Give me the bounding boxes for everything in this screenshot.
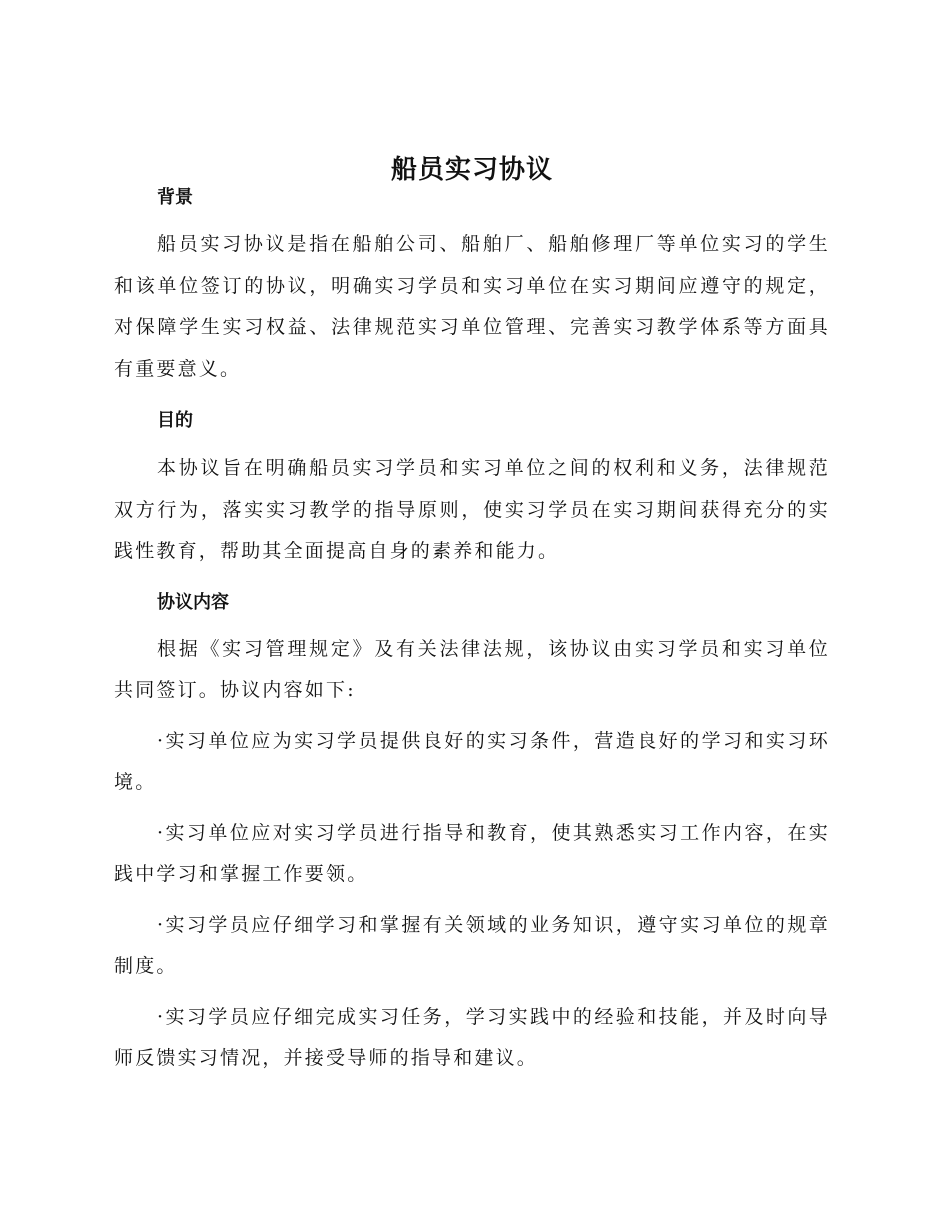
document-title: 船员实习协议	[390, 155, 553, 185]
paragraph-content-intro: 根据《实习管理规定》及有关法律法规，该协议由实习学员和实习单位共同签订。协议内容如下:	[114, 637, 830, 701]
section-heading-content: 协议内容	[157, 591, 229, 613]
paragraph-background: 船员实习协议是指在船舶公司、船舶厂、船舶修理厂等单位实习的学生和该单位签订的协议，明确实习学员和实习单位在实习期间应遵守的规定，对保障学生实习权益、法律规范实习单位管理、完善实习教学体系等方面具有重要意义。	[114, 233, 830, 380]
paragraph-purpose: 本协议旨在明确船员实习学员和实习单位之间的权利和义务，法律规范双方行为，落实实习教学的指导原则，使实习学员在实习期间获得充分的实践性教育，帮助其全面提高自身的素养和能力。	[114, 457, 830, 562]
list-item: ·实习学员应仔细完成实习任务，学习实践中的经验和技能，并及时向导师反馈实习情况，并接受导师的指导和建议。	[114, 1005, 830, 1069]
list-item: ·实习学员应仔细学习和掌握有关领域的业务知识，遵守实习单位的规章制度。	[114, 913, 830, 977]
section-heading-purpose: 目的	[157, 410, 193, 431]
section-heading-background: 背景	[157, 187, 193, 208]
list-item: ·实习单位应为实习学员提供良好的实习条件，营造良好的学习和实习环境。	[114, 729, 830, 793]
list-item: ·实习单位应对实习学员进行指导和教育，使其熟悉实习工作内容，在实践中学习和掌握工作要领。	[114, 821, 830, 885]
